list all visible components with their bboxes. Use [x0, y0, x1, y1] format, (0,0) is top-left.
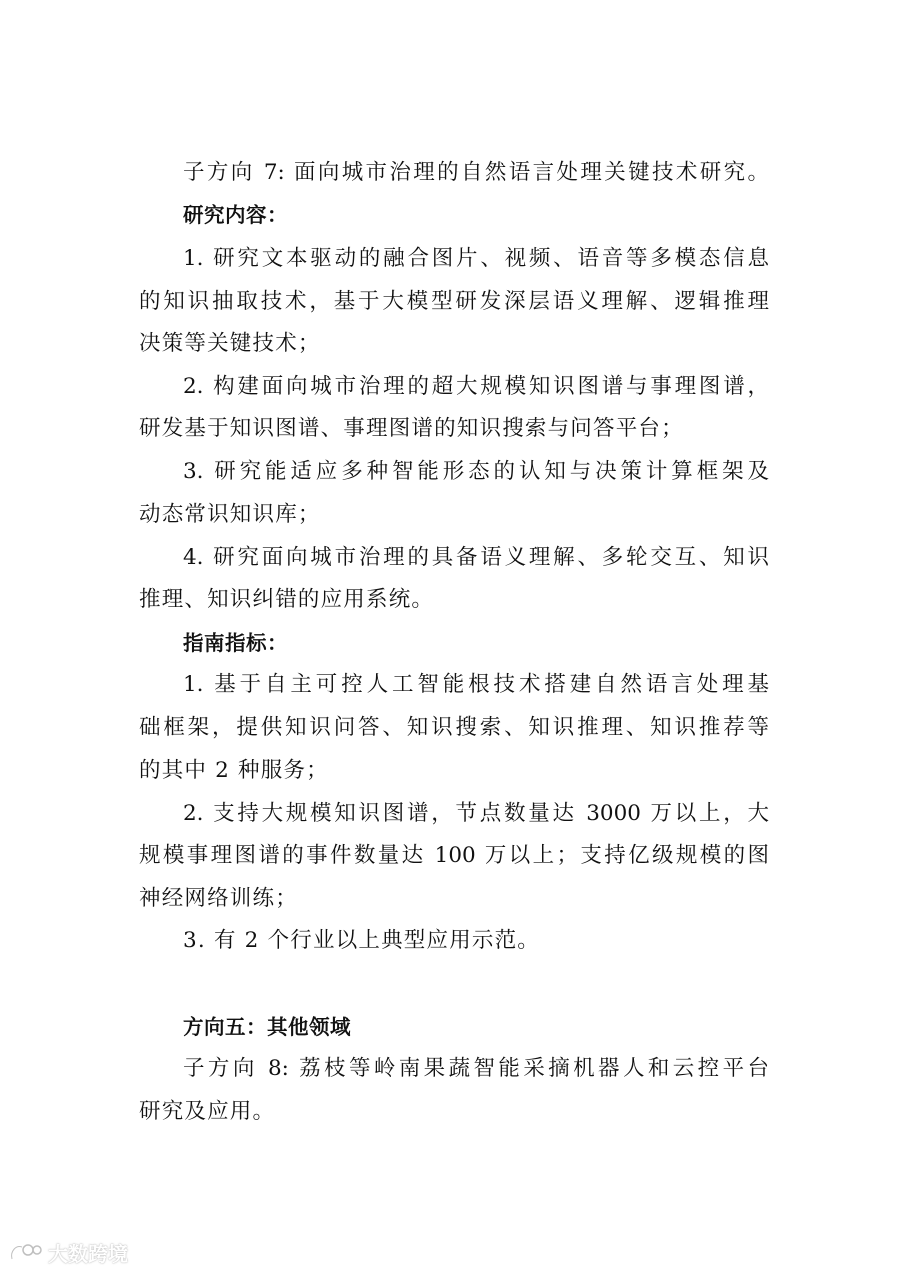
subdirection-7-heading: 子方向 7: 面向城市治理的自然语言处理关键技术研究。: [183, 160, 769, 185]
paragraph-line: 的其中 2 种服务；: [139, 758, 329, 783]
paragraph-line: 研发基于知识图谱、事理图谱的知识搜索与问答平台；: [139, 416, 684, 441]
research-content-heading: 研究内容：: [183, 203, 288, 227]
paragraph-line: 2. 支持大规模知识图谱，节点数量达 3000 万以上，大: [183, 801, 769, 826]
watermark: [8, 1238, 128, 1266]
paragraph-line: 2. 构建面向城市治理的超大规模知识图谱与事理图谱，: [183, 374, 769, 399]
paragraph-line: 神经网络训练；: [139, 886, 298, 911]
watermark-text: 大数跨境: [48, 1241, 128, 1266]
paragraph-line: 3. 有 2 个行业以上典型应用示范。: [183, 928, 540, 953]
watermark-logo-icon: [8, 1241, 42, 1263]
paragraph-line: 研究及应用。: [139, 1099, 276, 1124]
direction-5-heading: 方向五：其他领域: [183, 1015, 351, 1039]
paragraph-line: 1. 研究文本驱动的融合图片、视频、语音等多模态信息: [183, 246, 769, 271]
guide-indicators-heading: 指南指标：: [183, 631, 288, 655]
paragraph-line: 推理、知识纠错的应用系统。: [139, 587, 435, 612]
paragraph-line: 1. 基于自主可控人工智能根技术搭建自然语言处理基: [183, 672, 769, 697]
paragraph-line: 4. 研究面向城市治理的具备语义理解、多轮交互、知识: [183, 545, 769, 570]
paragraph-line: 动态常识知识库；: [139, 502, 321, 527]
paragraph-line: 3. 研究能适应多种智能形态的认知与决策计算框架及: [183, 459, 769, 484]
paragraph-line: 础框架，提供知识问答、知识搜索、知识推理、知识推荐等: [139, 715, 769, 740]
paragraph-line: 决策等关键技术；: [139, 331, 321, 356]
paragraph-line: 的知识抽取技术，基于大模型研发深层语义理解、逻辑推理: [139, 289, 769, 314]
subdirection-8-heading: 子方向 8: 荔枝等岭南果蔬智能采摘机器人和云控平台: [183, 1056, 769, 1081]
paragraph-line: 规模事理图谱的事件数量达 100 万以上；支持亿级规模的图: [139, 843, 769, 868]
